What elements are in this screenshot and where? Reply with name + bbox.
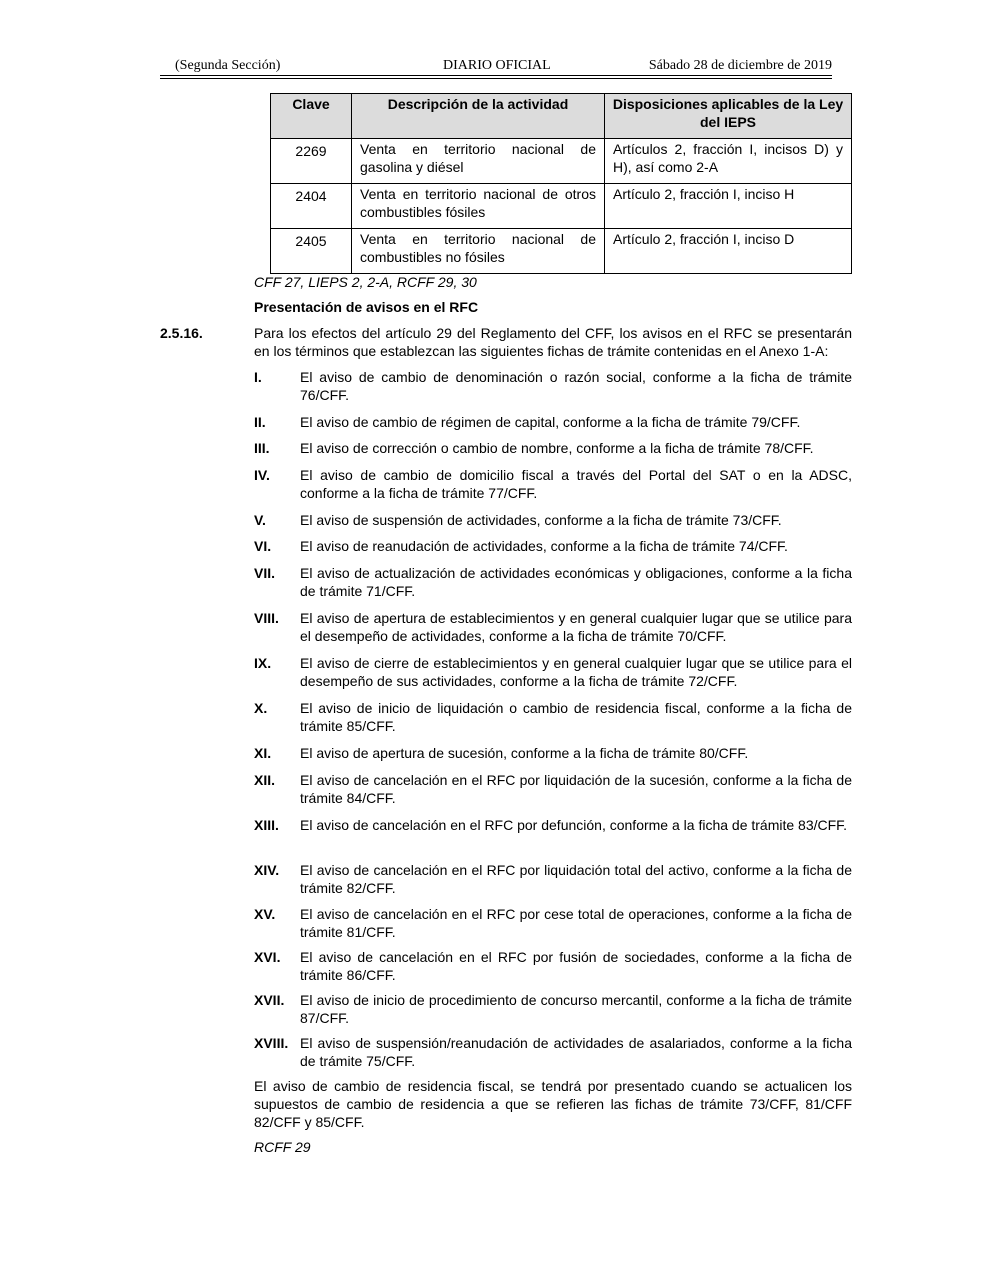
- rule-number: 2.5.16.: [160, 325, 203, 341]
- table-row: [271, 139, 852, 184]
- list-item: El aviso de reanudación de actividades, conforme a la ficha de trámite 74/CFF.: [300, 538, 788, 554]
- list-item: El aviso de actualización de actividades económicas y obligaciones, conforme a la ficha de trámite 71/CFF.: [300, 565, 852, 599]
- item-number: XIV.: [254, 862, 280, 878]
- list-item: El aviso de cancelación en el RFC por defunción, conforme a la ficha de trámite 83/CFF.: [300, 817, 848, 833]
- list-item: El aviso de cambio de régimen de capital, conforme a la ficha de trámite 79/CFF.: [300, 414, 801, 430]
- cell-description: Venta en territorio nacional de otros combustibles fósiles: [352, 184, 605, 229]
- item-number: IX.: [254, 655, 272, 671]
- citation-rcff: RCFF 29: [254, 1139, 311, 1155]
- item-number: III.: [254, 440, 270, 456]
- cell-code: 2405: [271, 229, 352, 274]
- cell-description: Venta en territorio nacional de gasolina y diésel: [352, 139, 605, 184]
- header-section: (Segunda Sección): [175, 58, 281, 73]
- list-item: El aviso de cancelación en el RFC por liquidación de la sucesión, conforme a la ficha de trámite 84/CFF.: [300, 772, 852, 806]
- item-number: XIII.: [254, 817, 279, 833]
- list-item: El aviso de inicio de liquidación o cambio de residencia fiscal, conforme a la ficha de trámite 85/CFF.: [300, 700, 852, 734]
- item-number: XV.: [254, 906, 276, 922]
- header-date: Sábado 28 de diciembre de 2019: [648, 58, 832, 73]
- cell-provisions: Artículo 2, fracción I, inciso D: [605, 229, 852, 274]
- item-number: VI.: [254, 538, 272, 554]
- table-row: [271, 184, 852, 229]
- rule-intro: Para los efectos del artículo 29 del Reglamento del CFF, los avisos en el RFC se presentarán en los términos que establezcan las siguientes fichas de trámite contenidas en el Anexo 1-A:: [254, 325, 852, 359]
- table-row: [271, 229, 852, 274]
- list-item: El aviso de inicio de procedimiento de concurso mercantil, conforme a la ficha de trámite 87/CFF.: [300, 992, 852, 1026]
- table-header-row: [271, 94, 852, 139]
- item-number: XII.: [254, 772, 276, 788]
- list-item: El aviso de cancelación en el RFC por liquidación total del activo, conforme a la ficha de trámite 82/CFF.: [300, 862, 852, 896]
- header-disposiciones: Disposiciones aplicables de la Ley del IEPS: [605, 94, 852, 139]
- activity-table: [270, 93, 852, 274]
- item-number: XVIII.: [254, 1035, 289, 1051]
- item-number: XVII.: [254, 992, 285, 1008]
- item-number: X.: [254, 700, 268, 716]
- header-descripcion: Descripción de la actividad: [352, 94, 605, 139]
- list-item: El aviso de cambio de denominación o razón social, conforme a la ficha de trámite 76/CFF.: [300, 369, 852, 403]
- cell-description: Venta en territorio nacional de combustibles no fósiles: [352, 229, 605, 274]
- citation-laws: CFF 27, LIEPS 2, 2-A, RCFF 29, 30: [254, 274, 477, 290]
- closing-paragraph: El aviso de cambio de residencia fiscal, se tendrá por presentado cuando se actualicen los supuestos de cambio de residencia a que se refieren las fichas de trámite 73/CFF, 81/CFF 82/CFF y 85/CFF.: [254, 1078, 852, 1130]
- cell-code: 2404: [271, 184, 352, 229]
- list-item: El aviso de corrección o cambio de nombre, conforme a la ficha de trámite 78/CFF.: [300, 440, 814, 456]
- list-item: El aviso de cierre de establecimientos y en general cualquier lugar que se utilice para el desempeño de sus actividades, conforme a la ficha de trámite 72/CFF.: [300, 655, 852, 689]
- list-item: El aviso de apertura de establecimientos y en general cualquier lugar que se utilice para el desempeño de actividades, conforme a la ficha de trámite 70/CFF.: [300, 610, 852, 644]
- item-number: XI.: [254, 745, 272, 761]
- cell-provisions: Artículos 2, fracción I, incisos D) y H), así como 2-A: [605, 139, 852, 184]
- rule-title: Presentación de avisos en el RFC: [254, 299, 479, 315]
- item-number: I.: [254, 369, 262, 385]
- item-number: VIII.: [254, 610, 279, 626]
- list-item: El aviso de cancelación en el RFC por cese total de operaciones, conforme a la ficha de trámite 81/CFF.: [300, 906, 852, 940]
- item-number: V.: [254, 512, 266, 528]
- item-number: VII.: [254, 565, 276, 581]
- item-number: II.: [254, 414, 266, 430]
- list-item: El aviso de suspensión de actividades, conforme a la ficha de trámite 73/CFF.: [300, 512, 782, 528]
- item-number: IV.: [254, 467, 270, 483]
- header-publication: DIARIO OFICIAL: [443, 58, 551, 73]
- cell-provisions: Artículo 2, fracción I, inciso H: [605, 184, 852, 229]
- list-item: El aviso de cambio de domicilio fiscal a través del Portal del SAT o en la ADSC, conforme a la ficha de trámite 77/CFF.: [300, 467, 852, 501]
- list-item: El aviso de apertura de sucesión, conforme a la ficha de trámite 80/CFF.: [300, 745, 749, 761]
- list-item: El aviso de cancelación en el RFC por fusión de sociedades, conforme a la ficha de trámite 86/CFF.: [300, 949, 852, 983]
- item-number: XVI.: [254, 949, 281, 965]
- page-header: [160, 58, 832, 76]
- header-clave: Clave: [271, 94, 352, 139]
- cell-code: 2269: [271, 139, 352, 184]
- list-item: El aviso de suspensión/reanudación de actividades de asalariados, conforme a la ficha de trámite 75/CFF.: [300, 1035, 852, 1069]
- header-double-rule: [160, 75, 832, 79]
